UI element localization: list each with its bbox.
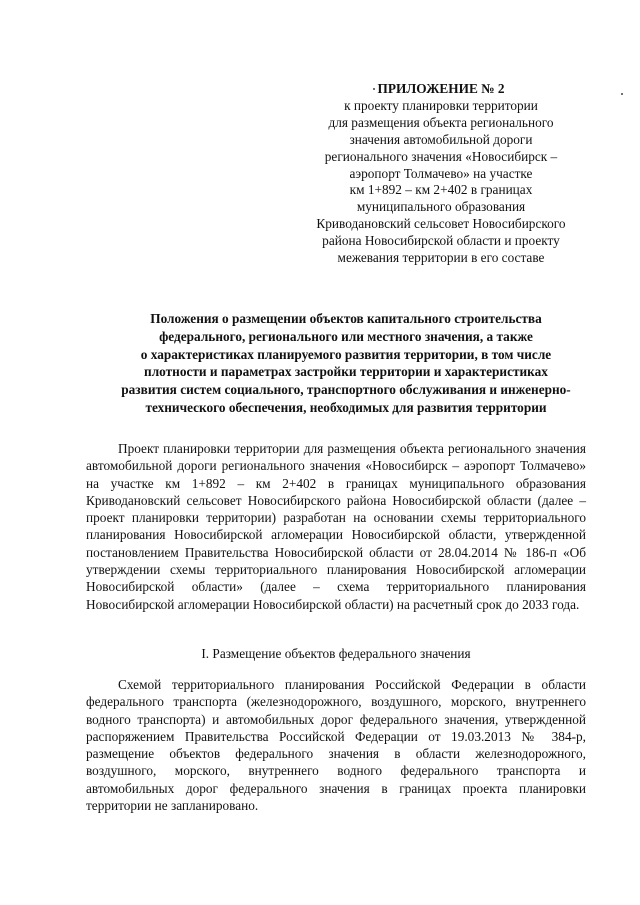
appendix-line: км 1+892 – км 2+402 в границах [349, 182, 533, 198]
document-heading [96, 310, 596, 417]
heading-line: плотности и параметрах застройки территории и характеристиках [144, 364, 548, 380]
scan-speck [621, 93, 623, 95]
appendix-line: муниципального образования [356, 199, 526, 215]
appendix-line: регионального значения «Новосибирск – [324, 148, 558, 164]
appendix-title: ПРИЛОЖЕНИЕ № 2 [377, 81, 505, 96]
section-paragraph: Схемой территориального планирования Российской Федерации в области федерального транспорта (железнодорожного, воздушного, морского, внутреннего водного транспорта) и автомобильных дорог федерального значения, утвержденной распоряжением Правительства Российской Федерации от 19.03.2013 № 384-р, размещение объектов федерального значения в области железнодорожного, воздушного, морского, внутреннего водного федерального транспорта и автомобильных дорог федерального значения в границах проекта планировки территории не запланировано. [86, 677, 586, 814]
heading-line: развития систем социального, транспортного обслуживания и инженерно- [121, 382, 571, 398]
appendix-line: к проекту планировки территории [344, 97, 538, 113]
heading-line: федерального, регионального или местного значения, а также [159, 328, 533, 344]
appendix-line: Криводановский сельсовет Новосибирского [316, 216, 566, 232]
appendix-line: для размещения объекта регионального [328, 114, 554, 130]
heading-line: Положения о размещении объектов капитального строительства [150, 311, 542, 326]
appendix-line: межевания территории в его составе [337, 250, 545, 266]
appendix-line: района Новосибирской области и проекту [322, 233, 560, 249]
appendix-line: аэропорт Толмачево» на участке [349, 165, 533, 181]
heading-line: технического обеспечения, необходимых для развития территории [145, 399, 547, 415]
appendix-block [296, 81, 586, 267]
heading-line: о характеристиках планируемого развития территории, в том числе [140, 346, 552, 362]
appendix-line: значения автомобильной дороги [349, 131, 533, 147]
intro-paragraph: Проект планировки территории для размещения объекта регионального значения автомобильной дороги регионального значения «Новосибирск – аэропорт Толмачево» на участке км 1+892 – км 2+402 в границах муниципального образования Криводановский сельсовет Новосибирского района Новосибирской области (далее – проект планировки территории) разработан на основании схемы территориального планирования Новосибирской агломерации Новосибирской области, утвержденной постановлением Правительства Новосибирской области от 28.04.2014 № 186-п «Об утверждении схемы территориального планирования Новосибирской агломерации Новосибирской области» (далее – схема территориального планирования Новосибирской агломерации Новосибирской области) на расчетный срок до 2033 года. [86, 441, 586, 612]
section-title: I. Размещение объектов федерального значения [201, 646, 471, 661]
